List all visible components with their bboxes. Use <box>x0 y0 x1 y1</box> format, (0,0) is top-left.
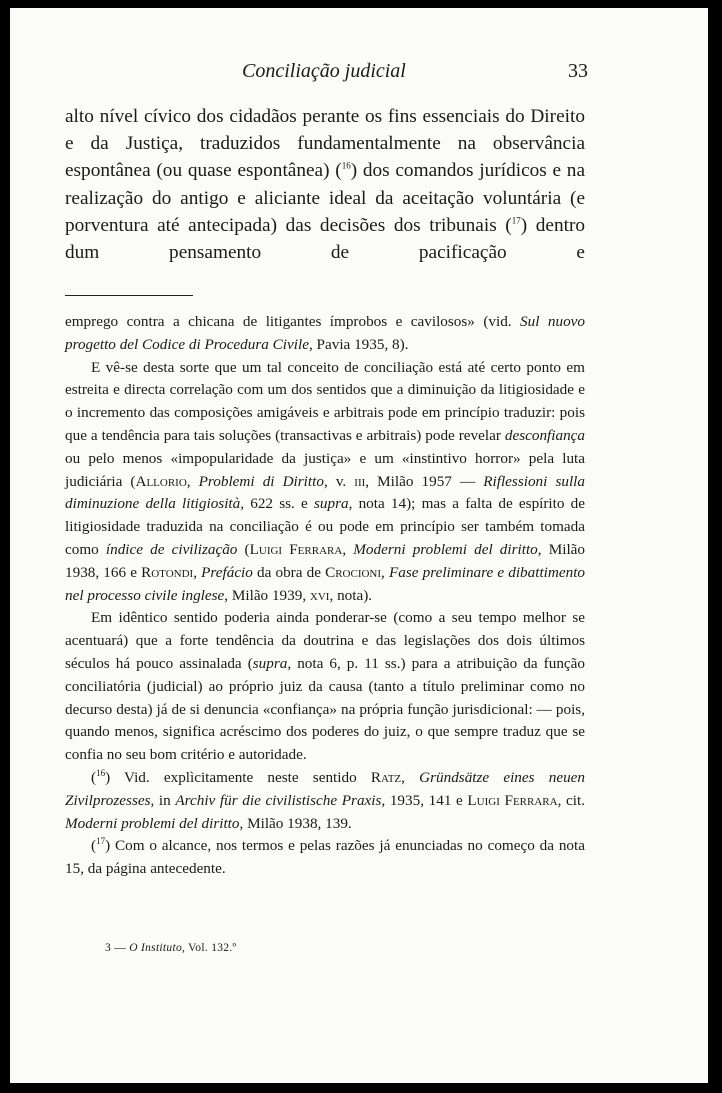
page-number: 33 <box>568 60 588 82</box>
footnote-ref-17: 17 <box>511 215 521 226</box>
footnote-separator <box>65 295 193 296</box>
footnote-paragraph-3: Em idêntico sentido poderia ainda ponderar-se (como a seu tempo melhor se acentuará) que a forte tendência da doutrina e das legislações dos dois últimos séculos há pouco assinalada (supra, nota 6, p. 11 ss.) para a atribuição da função conciliatória (judicial) ao próprio juiz da causa (tanto a título preliminar como no decurso desta) já de si denuncia «confiança» na própria função jurisdicional: — pois, quando menos, significa acréscimo dos poderes do juiz, o que sempre traduz que se confia no seu bom critério e autoridade. <box>65 609 585 764</box>
footnote-continuation: emprego contra a chicana de litigantes ímprobos e cavilosos» (vid. Sul nuovo progetto del Codice di Procedura Civile, Pavia 1935, 8). <box>65 313 586 353</box>
footnote-17: ($^{17}$) Com o alcance, nos termos e pelas razões já enunciadas no começo da nota 15, da página antecedente. <box>65 836 585 878</box>
main-paragraph-text: alto nível cívico dos cidadãos perante os fins essenciais do Direito e da Justiça, traduzidos fundamentalmente na observância espontânea (ou quase espontânea) ($^{16}$) dos comandos jurídicos e na realização do antigo e aliciante ideal da aceitação voluntária (e porventura até antecipada) das decisões dos tribunais ($^{17}$) dentro dum pensamento de pacificação e <box>65 106 586 264</box>
footnotes <box>65 311 585 881</box>
page-header <box>10 60 708 90</box>
footnote-16-number: 16 <box>96 767 106 778</box>
footnote-17-number: 17 <box>96 836 106 847</box>
signature-line: 3 — O Instituto, Vol. 132.º <box>105 942 237 954</box>
running-title: Conciliação judicial <box>242 60 406 82</box>
footnote-ref-16: 16 <box>341 160 351 171</box>
footnote-paragraph-2: E vê-se desta sorte que um tal conceito de conciliação está até certo ponto em estreita e directa correlação com um dos sentidos que a diminuição da litigiosidade e o incremento das composições amigáveis e arbitrais pode em princípio traduzir: pois que a tendência para tais soluções (transactivas e arbitrais) pode revelar desconfiança ou pelo menos «impopularidade da justiça» e um «instintivo horror» pela luta judiciária (Allorio, Problemi di Diritto, v. iii, Milão 1957 — Riflessioni sulla diminuzione della litigiosità, 622 ss. e supra, nota 14); mas a falta de espírito de litigiosidade traduzida na conciliação é ou pode em princípio ser também tomada como índice de civilização (Luigi Ferrara, Moderni problemi del diritto, Milão 1938, 166 e Rotondi, Prefácio da obra de Crocioni, Fase preliminare e dibattimento nel processo civile inglese, Milão 1939, xvi, nota). <box>65 358 586 604</box>
main-paragraph <box>65 103 585 266</box>
book-page <box>10 8 708 1083</box>
footnote-16: ($^{16}$) Vid. explìcitamente neste sentido Ratz, Gründsätze eines neuen Zivilprozesses, in Archiv für die civilistische Praxis, 1935, 141 e Luigi Ferrara, cit. Moderni problemi del diritto, Milão 1938, 139. <box>65 767 585 832</box>
